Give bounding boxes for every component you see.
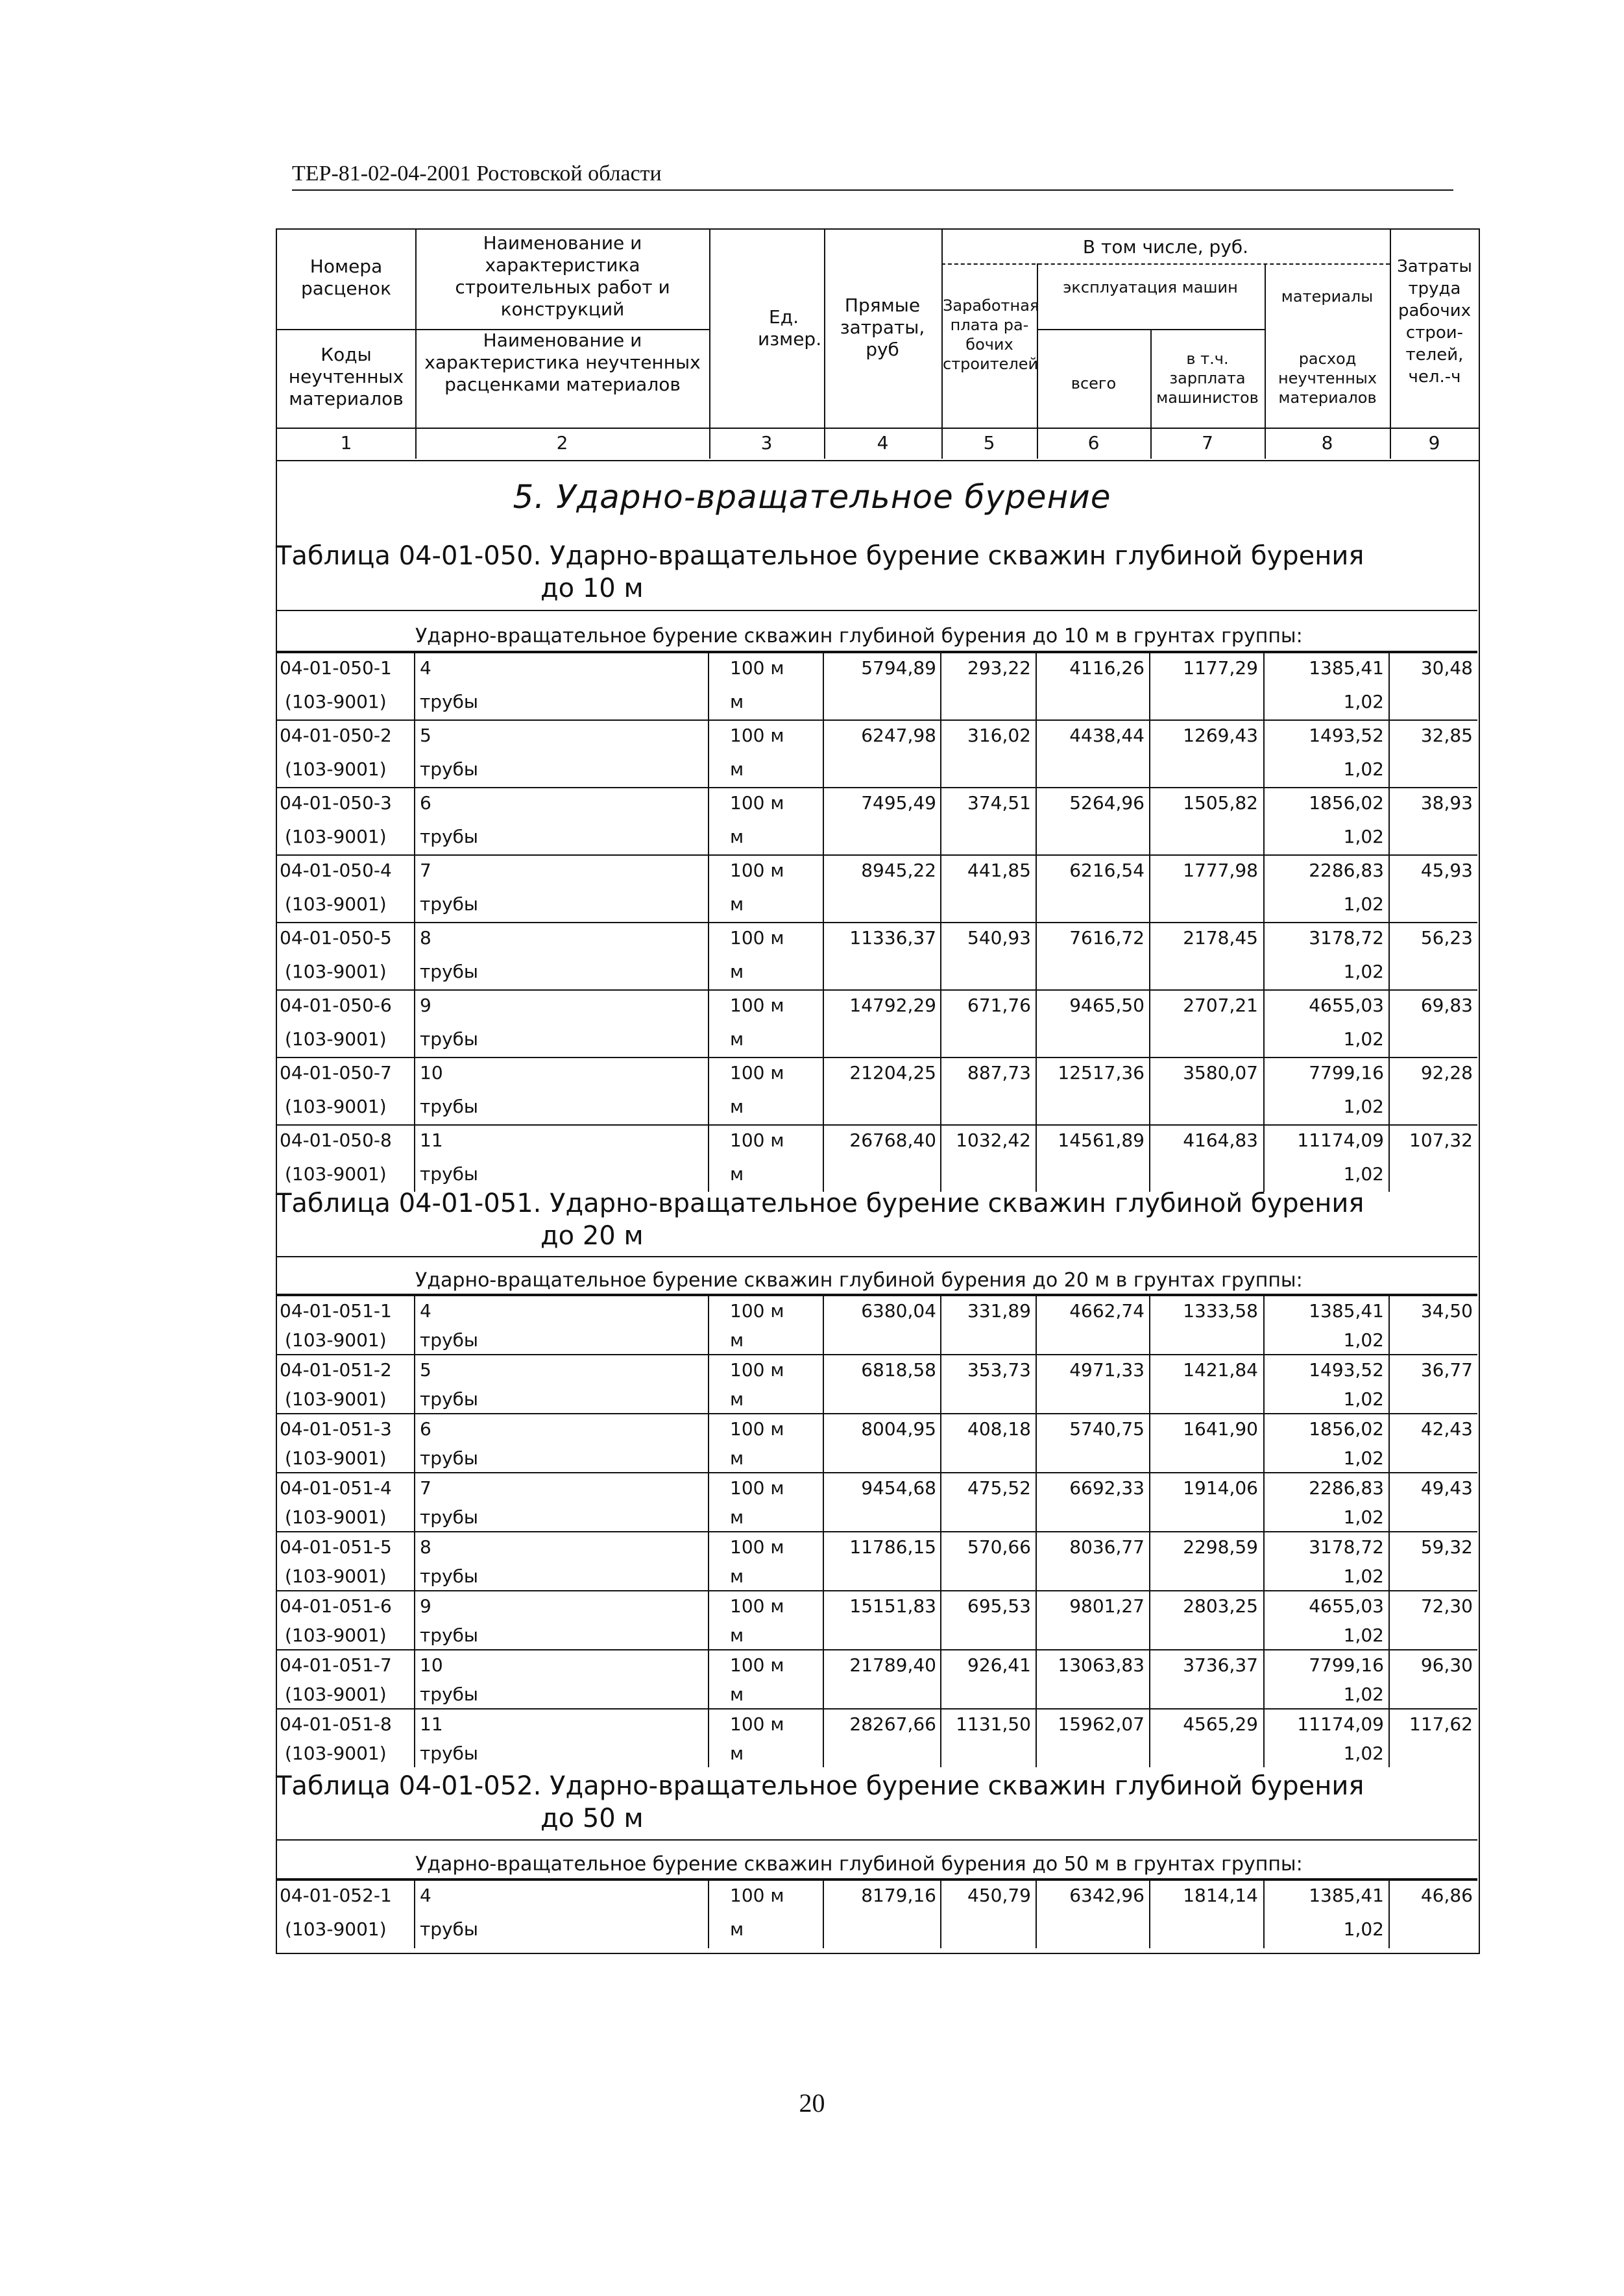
cell-wages: 441,85 [967, 860, 1031, 881]
col-num-5: 5 [983, 432, 995, 453]
cell-code: 04-01-050-3 [280, 792, 392, 814]
col-1-bottom: Коды неучтенных материалов [288, 344, 404, 409]
cell-mach-wage: 3736,37 [1183, 1654, 1258, 1676]
cell-code: 04-01-050-7 [280, 1062, 392, 1083]
table-title [276, 1770, 1364, 1835]
table-row [276, 1124, 1477, 1193]
cell-code: 04-01-051-6 [280, 1595, 392, 1617]
cell-mat: 1385,41 [1309, 1885, 1384, 1906]
cell-code: 04-01-051-8 [280, 1713, 392, 1735]
cell-mach: 6342,96 [1069, 1885, 1145, 1906]
table-rule [276, 1839, 1477, 1842]
table-row [276, 719, 1477, 788]
cell-group: 10 [420, 1062, 443, 1083]
cell-labor: 117,62 [1409, 1713, 1473, 1735]
cell-wages: 926,41 [967, 1654, 1031, 1676]
table-subtitle: Ударно-вращательное бурение скважин глубиной бурения до 10 м в грунтах группы: [415, 625, 1303, 647]
table-title-line1: Таблица 04-01-052. Ударно-вращательное бурение скважин глубиной бурения [276, 1771, 1364, 1801]
cell-munit: м [730, 1743, 744, 1764]
cell-wages: 1032,42 [956, 1130, 1031, 1151]
cell-munit: м [730, 758, 744, 780]
cell-mat: 1385,41 [1309, 657, 1384, 679]
col-num-3: 3 [760, 432, 773, 453]
cell-mname: трубы [420, 1329, 479, 1351]
cell-mach: 7616,72 [1069, 927, 1145, 949]
cell-mqty: 1,02 [1343, 1096, 1384, 1117]
cell-unit: 100 м [730, 995, 784, 1016]
col-num-4: 4 [877, 432, 889, 453]
cell-mach-wage: 2178,45 [1183, 927, 1258, 949]
table-rule [276, 1256, 1477, 1259]
cell-labor: 34,50 [1420, 1300, 1473, 1322]
cell-code: 04-01-050-5 [280, 927, 392, 949]
materials-header: материалы [1281, 287, 1374, 306]
table-title-line1: Таблица 04-01-050. Ударно-вращательное бурение скважин глубиной бурения [276, 541, 1364, 571]
cell-direct: 6380,04 [861, 1300, 936, 1322]
col-1-top: Номера расценок [301, 256, 391, 299]
cell-munit: м [730, 1096, 744, 1117]
cell-mcode: (103-9001) [285, 1565, 387, 1587]
cell-mcode: (103-9001) [285, 1163, 387, 1185]
cell-labor: 46,86 [1420, 1885, 1473, 1906]
cell-group: 6 [420, 792, 431, 814]
cell-direct: 9454,68 [861, 1477, 936, 1499]
cell-mcode: (103-9001) [285, 1447, 387, 1469]
cell-unit: 100 м [730, 860, 784, 881]
cell-labor: 45,93 [1420, 860, 1473, 881]
cell-mcode: (103-9001) [285, 1096, 387, 1117]
col-num-2: 2 [556, 432, 568, 453]
cell-group: 8 [420, 1536, 431, 1558]
cell-wages: 374,51 [967, 792, 1031, 814]
cell-direct: 14792,29 [849, 995, 936, 1016]
cell-mqty: 1,02 [1343, 1918, 1384, 1940]
table-row [276, 854, 1477, 923]
section-title: 5. Ударно-вращательное бурение [513, 478, 1111, 516]
cell-wages: 408,18 [967, 1418, 1031, 1440]
cell-mname: трубы [420, 1743, 479, 1764]
table-row [276, 1413, 1477, 1473]
cell-labor: 42,43 [1420, 1418, 1473, 1440]
cell-code: 04-01-051-2 [280, 1359, 392, 1381]
cell-mqty: 1,02 [1343, 1743, 1384, 1764]
cell-mcode: (103-9001) [285, 1743, 387, 1764]
cell-mname: трубы [420, 758, 479, 780]
cell-mat: 11174,09 [1297, 1713, 1384, 1735]
cell-mach-wage: 1777,98 [1183, 860, 1258, 881]
cell-munit: м [730, 1388, 744, 1410]
table-title [276, 1187, 1364, 1252]
cell-unit: 100 м [730, 1130, 784, 1151]
cell-unit: 100 м [730, 1477, 784, 1499]
cell-mach: 12517,36 [1058, 1062, 1145, 1083]
cell-group: 7 [420, 1477, 431, 1499]
cell-munit: м [730, 1918, 744, 1940]
cell-mach: 4971,33 [1069, 1359, 1145, 1381]
col-6: всего [1071, 374, 1117, 393]
cell-mach-wage: 4565,29 [1183, 1713, 1258, 1735]
cell-mach-wage: 1641,90 [1183, 1418, 1258, 1440]
cell-code: 04-01-050-6 [280, 995, 392, 1016]
cell-labor: 36,77 [1420, 1359, 1473, 1381]
cell-unit: 100 м [730, 1595, 784, 1617]
table-row [276, 1590, 1477, 1650]
cell-mach-wage: 1914,06 [1183, 1477, 1258, 1499]
cell-unit: 100 м [730, 1418, 784, 1440]
cell-mat: 3178,72 [1309, 1536, 1384, 1558]
rate-table [276, 1878, 1477, 1948]
cell-mname: трубы [420, 1506, 479, 1528]
cell-group: 9 [420, 995, 431, 1016]
col-num-8: 8 [1321, 432, 1333, 453]
cell-mach-wage: 2803,25 [1183, 1595, 1258, 1617]
cell-mach: 9801,27 [1069, 1595, 1145, 1617]
col-5: Заработная плата ра-бочих строителей [943, 296, 1039, 373]
cell-group: 11 [420, 1713, 443, 1735]
cell-unit: 100 м [730, 927, 784, 949]
col-num-7: 7 [1202, 432, 1213, 453]
cell-unit: 100 м [730, 1536, 784, 1558]
cell-mcode: (103-9001) [285, 1329, 387, 1351]
cell-mach-wage: 2707,21 [1183, 995, 1258, 1016]
cell-mqty: 1,02 [1343, 1506, 1384, 1528]
cell-wages: 540,93 [967, 927, 1031, 949]
col-num-6: 6 [1087, 432, 1100, 453]
rate-table [276, 651, 1477, 1192]
cell-mach: 4116,26 [1069, 657, 1145, 679]
table-row [276, 1879, 1477, 1950]
cell-mach-wage: 1269,43 [1183, 725, 1258, 746]
cell-wages: 1131,50 [956, 1713, 1031, 1735]
cell-mat: 1856,02 [1309, 1418, 1384, 1440]
cell-mqty: 1,02 [1343, 1028, 1384, 1050]
cell-mach-wage: 2298,59 [1183, 1536, 1258, 1558]
cell-mach: 15962,07 [1058, 1713, 1145, 1735]
cell-group: 10 [420, 1654, 443, 1676]
col-3: Ед. измер. [758, 306, 822, 350]
cell-group: 4 [420, 657, 431, 679]
cell-direct: 21204,25 [849, 1062, 936, 1083]
cell-wages: 671,76 [967, 995, 1031, 1016]
cell-labor: 32,85 [1420, 725, 1473, 746]
cell-code: 04-01-050-2 [280, 725, 392, 746]
cell-mach: 6216,54 [1069, 860, 1145, 881]
cell-mach: 5264,96 [1069, 792, 1145, 814]
cell-code: 04-01-050-4 [280, 860, 392, 881]
cell-wages: 293,22 [967, 657, 1031, 679]
cell-direct: 26768,40 [849, 1130, 936, 1151]
cell-direct: 7495,49 [861, 792, 936, 814]
cell-group: 4 [420, 1300, 431, 1322]
cell-munit: м [730, 691, 744, 712]
cell-wages: 316,02 [967, 725, 1031, 746]
cell-mach-wage: 1505,82 [1183, 792, 1258, 814]
cell-mname: трубы [420, 893, 479, 915]
cell-code: 04-01-051-7 [280, 1654, 392, 1676]
cell-mcode: (103-9001) [285, 826, 387, 847]
cell-mname: трубы [420, 961, 479, 982]
cell-wages: 331,89 [967, 1300, 1031, 1322]
cell-direct: 11786,15 [849, 1536, 936, 1558]
cell-mcode: (103-9001) [285, 691, 387, 712]
cell-mname: трубы [420, 826, 479, 847]
cell-unit: 100 м [730, 1885, 784, 1906]
cell-munit: м [730, 826, 744, 847]
cell-mcode: (103-9001) [285, 1028, 387, 1050]
cell-mqty: 1,02 [1343, 961, 1384, 982]
cell-mat: 1385,41 [1309, 1300, 1384, 1322]
cell-code: 04-01-051-1 [280, 1300, 392, 1322]
cell-mcode: (103-9001) [285, 1506, 387, 1528]
rate-table [276, 1294, 1477, 1767]
cell-direct: 8945,22 [861, 860, 936, 881]
table-title-line2: до 20 м [540, 1221, 644, 1251]
cell-munit: м [730, 893, 744, 915]
cell-direct: 8004,95 [861, 1418, 936, 1440]
cell-mat: 2286,83 [1309, 860, 1384, 881]
table-title [276, 540, 1364, 605]
table-row [276, 1057, 1477, 1126]
cell-mcode: (103-9001) [285, 961, 387, 982]
cell-unit: 100 м [730, 1713, 784, 1735]
cell-direct: 21789,40 [849, 1654, 936, 1676]
in-total-header: В том числе, руб. [1082, 236, 1249, 258]
col-2-bottom: Наименование и характеристика неучтенных расценками материалов [424, 330, 701, 395]
cell-mqty: 1,02 [1343, 1625, 1384, 1646]
cell-mat: 4655,03 [1309, 995, 1384, 1016]
cell-mname: трубы [420, 691, 479, 712]
cell-mqty: 1,02 [1343, 1565, 1384, 1587]
page-number: 20 [799, 2088, 825, 2118]
cell-mach-wage: 1814,14 [1183, 1885, 1258, 1906]
cell-group: 7 [420, 860, 431, 881]
col-4: Прямые затраты, руб [840, 295, 925, 360]
cell-unit: 100 м [730, 1062, 784, 1083]
cell-group: 6 [420, 1418, 431, 1440]
cell-mat: 2286,83 [1309, 1477, 1384, 1499]
cell-unit: 100 м [730, 725, 784, 746]
cell-mqty: 1,02 [1343, 691, 1384, 712]
cell-labor: 72,30 [1420, 1595, 1473, 1617]
table-row [276, 989, 1477, 1058]
cell-mcode: (103-9001) [285, 758, 387, 780]
cell-direct: 6818,58 [861, 1359, 936, 1381]
cell-munit: м [730, 1329, 744, 1351]
cell-munit: м [730, 1447, 744, 1469]
table-row [276, 652, 1477, 721]
cell-mach-wage: 1421,84 [1183, 1359, 1258, 1381]
cell-wages: 353,73 [967, 1359, 1031, 1381]
cell-labor: 69,83 [1420, 995, 1473, 1016]
cell-group: 8 [420, 927, 431, 949]
cell-mname: трубы [420, 1028, 479, 1050]
document-title: ТЕР-81-02-04-2001 Ростовской области [292, 162, 662, 186]
cell-mach: 14561,89 [1058, 1130, 1145, 1151]
cell-mqty: 1,02 [1343, 826, 1384, 847]
cell-unit: 100 м [730, 792, 784, 814]
cell-direct: 6247,98 [861, 725, 936, 746]
cell-code: 04-01-052-1 [280, 1885, 392, 1906]
cell-mcode: (103-9001) [285, 1625, 387, 1646]
cell-mat: 1856,02 [1309, 792, 1384, 814]
running-header [292, 161, 1453, 191]
table-rule [276, 610, 1477, 612]
cell-mcode: (103-9001) [285, 893, 387, 915]
table-row [276, 1708, 1477, 1769]
cell-group: 5 [420, 1359, 431, 1381]
cell-mach: 4662,74 [1069, 1300, 1145, 1322]
cell-labor: 92,28 [1420, 1062, 1473, 1083]
cell-labor: 30,48 [1420, 657, 1473, 679]
cell-mat: 7799,16 [1309, 1062, 1384, 1083]
table-row [276, 1472, 1477, 1532]
cell-wages: 887,73 [967, 1062, 1031, 1083]
cell-mach-wage: 3580,07 [1183, 1062, 1258, 1083]
col-9: Затраты труда рабочих строи-телей, чел.-ч [1397, 257, 1472, 387]
table-row [276, 787, 1477, 856]
cell-code: 04-01-051-4 [280, 1477, 392, 1499]
cell-direct: 8179,16 [861, 1885, 936, 1906]
cell-mcode: (103-9001) [285, 1918, 387, 1940]
table-title-line2: до 50 м [540, 1804, 644, 1833]
cell-mname: трубы [420, 1388, 479, 1410]
col-num-9: 9 [1428, 432, 1440, 453]
cell-unit: 100 м [730, 1654, 784, 1676]
col-num-1: 1 [340, 432, 352, 453]
cell-mname: трубы [420, 1163, 479, 1185]
cell-group: 9 [420, 1595, 431, 1617]
cell-labor: 38,93 [1420, 792, 1473, 814]
cell-mach: 13063,83 [1058, 1654, 1145, 1676]
table-row [276, 1295, 1477, 1355]
cell-mqty: 1,02 [1343, 1447, 1384, 1469]
cell-munit: м [730, 961, 744, 982]
cell-wages: 450,79 [967, 1885, 1031, 1906]
cell-direct: 28267,66 [849, 1713, 936, 1735]
cell-mqty: 1,02 [1343, 1163, 1384, 1185]
cell-mach: 4438,44 [1069, 725, 1145, 746]
col-8: расход неучтенных материалов [1278, 350, 1377, 407]
cell-mach: 6692,33 [1069, 1477, 1145, 1499]
cell-munit: м [730, 1565, 744, 1587]
column-header [276, 228, 1480, 461]
cell-mcode: (103-9001) [285, 1684, 387, 1705]
cell-group: 11 [420, 1130, 443, 1151]
cell-wages: 570,66 [967, 1536, 1031, 1558]
cell-mname: трубы [420, 1565, 479, 1587]
cell-mat: 1493,52 [1309, 725, 1384, 746]
cell-code: 04-01-051-3 [280, 1418, 392, 1440]
table-subtitle: Ударно-вращательное бурение скважин глубиной бурения до 50 м в грунтах группы: [415, 1853, 1303, 1876]
cell-munit: м [730, 1684, 744, 1705]
col-2-top: Наименование и характеристика строительных работ и конструкций [455, 232, 670, 320]
cell-labor: 59,32 [1420, 1536, 1473, 1558]
cell-wages: 475,52 [967, 1477, 1031, 1499]
cell-mach-wage: 1177,29 [1183, 657, 1258, 679]
cell-mat: 4655,03 [1309, 1595, 1384, 1617]
cell-unit: 100 м [730, 1359, 784, 1381]
table-title-line2: до 10 м [540, 574, 644, 603]
cell-mname: трубы [420, 1447, 479, 1469]
cell-wages: 695,53 [967, 1595, 1031, 1617]
cell-mqty: 1,02 [1343, 1329, 1384, 1351]
cell-labor: 49,43 [1420, 1477, 1473, 1499]
cell-direct: 15151,83 [849, 1595, 936, 1617]
cell-labor: 96,30 [1420, 1654, 1473, 1676]
cell-labor: 107,32 [1409, 1130, 1473, 1151]
cell-mqty: 1,02 [1343, 758, 1384, 780]
cell-mach-wage: 1333,58 [1183, 1300, 1258, 1322]
cell-code: 04-01-050-1 [280, 657, 392, 679]
cell-munit: м [730, 1028, 744, 1050]
cell-mname: трубы [420, 1625, 479, 1646]
cell-direct: 11336,37 [849, 927, 936, 949]
table-row [276, 1531, 1477, 1591]
table-row [276, 922, 1477, 991]
cell-direct: 5794,89 [861, 657, 936, 679]
cell-mach: 8036,77 [1069, 1536, 1145, 1558]
cell-mname: трубы [420, 1918, 479, 1940]
cell-labor: 56,23 [1420, 927, 1473, 949]
exploitation-header: эксплуатация машин [1063, 278, 1238, 296]
cell-mname: трубы [420, 1096, 479, 1117]
table-subtitle: Ударно-вращательное бурение скважин глубиной бурения до 20 м в грунтах группы: [415, 1269, 1303, 1292]
cell-munit: м [730, 1163, 744, 1185]
table-row [276, 1354, 1477, 1414]
cell-mcode: (103-9001) [285, 1388, 387, 1410]
cell-mach: 5740,75 [1069, 1418, 1145, 1440]
cell-mat: 11174,09 [1297, 1130, 1384, 1151]
cell-code: 04-01-051-5 [280, 1536, 392, 1558]
table-row [276, 1649, 1477, 1710]
cell-munit: м [730, 1506, 744, 1528]
cell-unit: 100 м [730, 657, 784, 679]
cell-group: 4 [420, 1885, 431, 1906]
cell-mqty: 1,02 [1343, 893, 1384, 915]
cell-group: 5 [420, 725, 431, 746]
cell-mqty: 1,02 [1343, 1684, 1384, 1705]
cell-mat: 1493,52 [1309, 1359, 1384, 1381]
cell-munit: м [730, 1625, 744, 1646]
cell-mqty: 1,02 [1343, 1388, 1384, 1410]
cell-mname: трубы [420, 1684, 479, 1705]
table-title-line1: Таблица 04-01-051. Ударно-вращательное бурение скважин глубиной бурения [276, 1189, 1364, 1218]
cell-mat: 7799,16 [1309, 1654, 1384, 1676]
cell-unit: 100 м [730, 1300, 784, 1322]
cell-mach-wage: 4164,83 [1183, 1130, 1258, 1151]
cell-mach: 9465,50 [1069, 995, 1145, 1016]
cell-mat: 3178,72 [1309, 927, 1384, 949]
cell-code: 04-01-050-8 [280, 1130, 392, 1151]
col-7: в т.ч. зарплата машинистов [1156, 350, 1259, 407]
